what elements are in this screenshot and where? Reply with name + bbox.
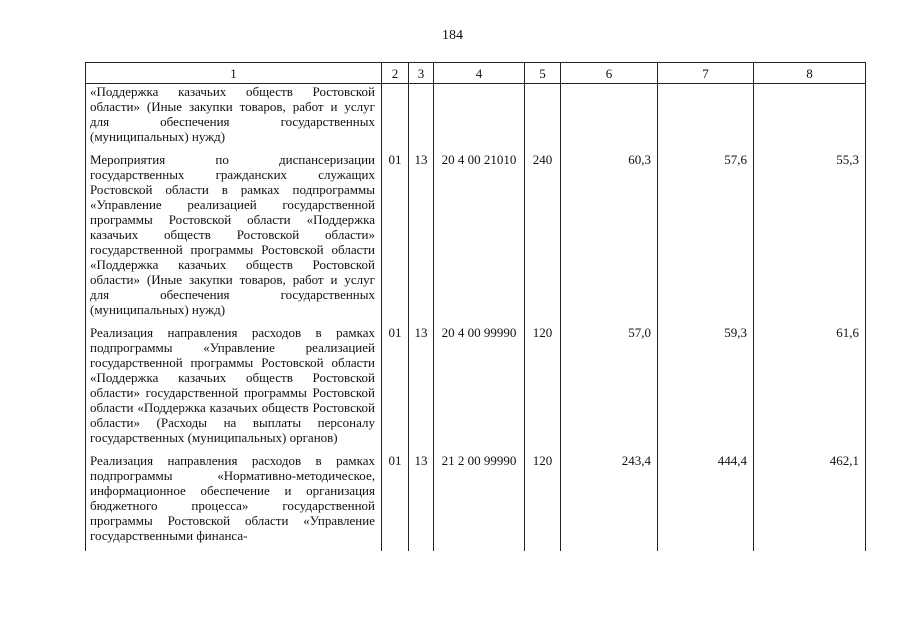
expense-type-code: 120 <box>525 453 561 551</box>
column-header: 3 <box>409 63 434 84</box>
table-header-row <box>86 63 866 84</box>
column-header: 6 <box>561 63 658 84</box>
target-article-code <box>434 84 525 153</box>
subsection-code: 13 <box>409 152 434 325</box>
target-article-code: 20 4 00 99990 <box>434 325 525 453</box>
expense-type-code: 120 <box>525 325 561 453</box>
column-header: 2 <box>382 63 409 84</box>
section-code <box>382 84 409 153</box>
amount-col6: 60,3 <box>561 152 658 325</box>
expense-type-code <box>525 84 561 153</box>
subsection-code: 13 <box>409 325 434 453</box>
row-description: «Поддержка казачьих обществ Ростовской области» (Иные закупки товаров, работ и услуг для обеспечения государственных (муниципальных) нужд) <box>86 84 382 153</box>
amount-col8 <box>754 84 866 153</box>
amount-col7: 57,6 <box>658 152 754 325</box>
amount-col6: 57,0 <box>561 325 658 453</box>
table-row <box>86 325 866 453</box>
table-row <box>86 84 866 153</box>
row-description: Мероприятия по диспансеризации государственных гражданских служащих Ростовской области в рамках подпрограммы «Управление реализацией государственной программы Ростовской области «Поддержка казачьих обществ Ростовской области» государственной программы Ростовской области «Поддержка казачьих обществ Ростовской области» (Иные закупки товаров, работ и услуг для обеспечения государственных (муниципальных) нужд) <box>86 152 382 325</box>
table-row <box>86 152 866 325</box>
budget-table <box>85 62 866 551</box>
amount-col6 <box>561 84 658 153</box>
amount-col8: 462,1 <box>754 453 866 551</box>
column-header: 4 <box>434 63 525 84</box>
section-code: 01 <box>382 325 409 453</box>
column-header: 7 <box>658 63 754 84</box>
row-description: Реализация направления расходов в рамках подпрограммы «Нормативно-методическое, информационное обеспечение и организация бюджетного процесса» государственной программы Ростовской области «Управление государственными финанса- <box>86 453 382 551</box>
subsection-code: 13 <box>409 453 434 551</box>
amount-col7: 444,4 <box>658 453 754 551</box>
amount-col8: 55,3 <box>754 152 866 325</box>
subsection-code <box>409 84 434 153</box>
amount-col7: 59,3 <box>658 325 754 453</box>
expense-type-code: 240 <box>525 152 561 325</box>
target-article-code: 21 2 00 99990 <box>434 453 525 551</box>
amount-col8: 61,6 <box>754 325 866 453</box>
section-code: 01 <box>382 453 409 551</box>
column-header: 8 <box>754 63 866 84</box>
amount-col6: 243,4 <box>561 453 658 551</box>
column-header: 5 <box>525 63 561 84</box>
target-article-code: 20 4 00 21010 <box>434 152 525 325</box>
amount-col7 <box>658 84 754 153</box>
page-number: 184 <box>442 28 463 43</box>
table-row <box>86 453 866 551</box>
section-code: 01 <box>382 152 409 325</box>
column-header: 1 <box>86 63 382 84</box>
row-description: Реализация направления расходов в рамках подпрограммы «Управление реализацией государственной программы Ростовской области «Поддержка казачьих обществ Ростовской области» государственной программы Ростовской области «Поддержка казачьих обществ Ростовской области» (Расходы на выплаты персоналу государственных (муниципальных) органов) <box>86 325 382 453</box>
